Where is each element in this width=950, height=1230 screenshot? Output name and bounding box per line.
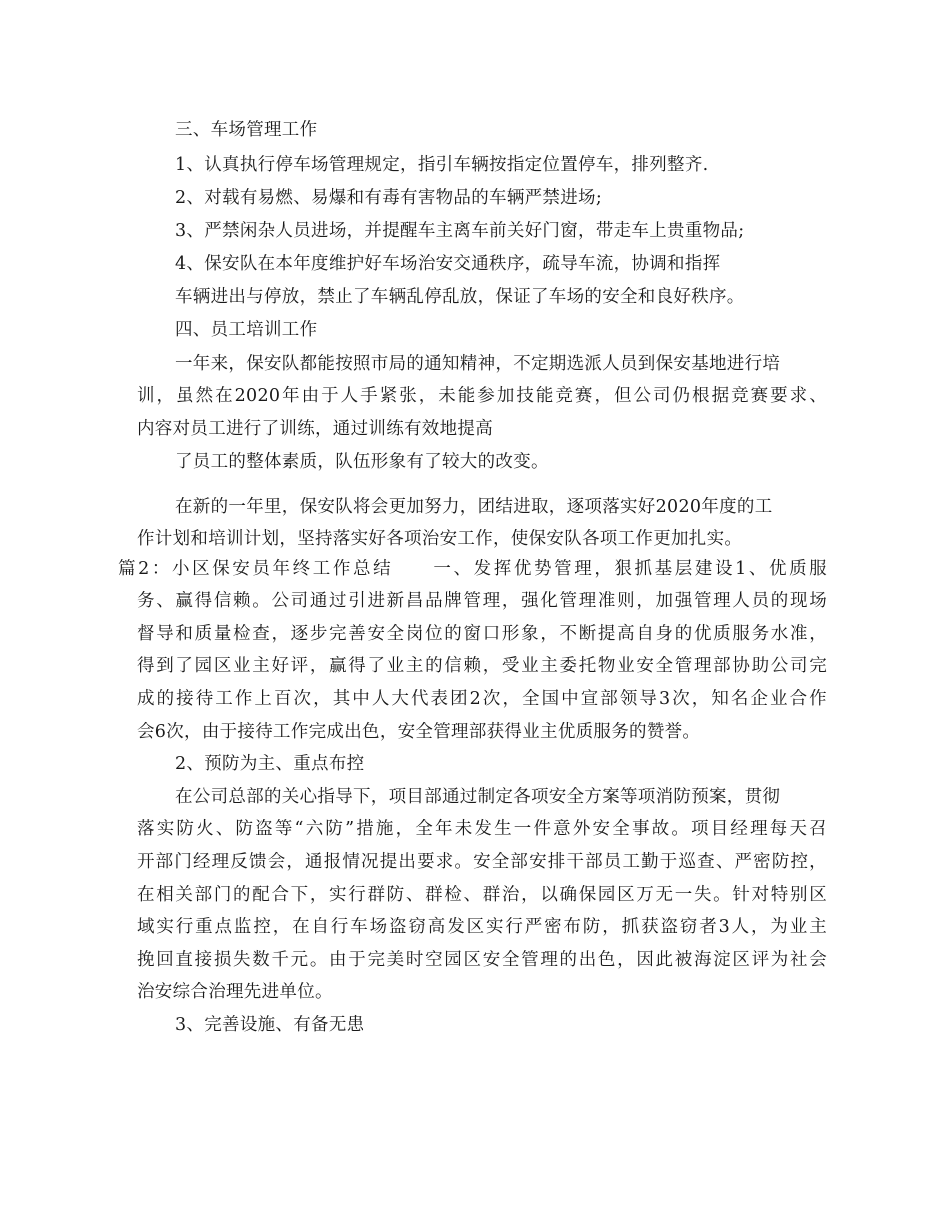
paragraph-line: 训，虽然在2020年由于人手紧张，未能参加技能竞赛，但公司仍根据竞赛要求、 xyxy=(137,386,827,406)
paragraph-line: 治安综合治理先进单位。 xyxy=(137,982,333,1002)
paragraph-line: 内容对员工进行了训练，通过训练有效地提高 xyxy=(137,419,493,439)
paragraph-line: 落实防火、防盗等“六防”措施，全年未发生一件意外安全事故。项目经理每天召 xyxy=(137,819,827,839)
paragraph-line: 开部门经理反馈会，通报情况提出要求。安全部安排干部员工勤于巡查、严密防控， xyxy=(137,852,827,872)
paragraph-line: 域实行重点监控，在自行车场盗窃高发区实行严密布防，抓获盗窃者3人，为业主 xyxy=(137,917,827,937)
paragraph-line: 作计划和培训计划，坚持落实好各项治安工作，使保安队各项工作更加扎实。 xyxy=(137,529,743,549)
section-heading-parking: 三、车场管理工作 xyxy=(175,120,318,140)
paragraph-line: 督导和质量检查，逐步完善安全岗位的窗口形象，不断提高自身的优质服务水准， xyxy=(137,624,827,644)
paragraph-line: 车辆进出与停放，禁止了车辆乱停乱放，保证了车场的安全和良好秩序。 xyxy=(175,287,745,307)
paragraph-line: 1、认真执行停车场管理规定，指引车辆按指定位置停车，排列整齐. xyxy=(175,155,709,175)
paragraph-line: 挽回直接损失数千元。由于完美时空园区安全管理的出色，因此被海淀区评为社会 xyxy=(137,950,827,970)
paragraph-line: 3、严禁闲杂人员进场，并提醒车主离车前关好门窗，带走车上贵重物品; xyxy=(175,221,745,241)
paragraph-line: 在公司总部的关心指导下，项目部通过制定各项安全方案等项消防预案，贯彻 xyxy=(175,787,781,807)
paragraph-line: 得到了园区业主好评，赢得了业主的信赖，受业主委托物业安全管理部协助公司完 xyxy=(137,656,827,676)
section-heading-training: 四、员工培训工作 xyxy=(175,320,318,340)
paragraph-line: 务、赢得信赖。公司通过引进新昌品牌管理，强化管理准则，加强管理人员的现场 xyxy=(137,591,827,611)
paragraph-line: 4、保安队在本年度维护好车场治安交通秩序，疏导车流，协调和指挥 xyxy=(175,254,721,274)
article-heading-line: 篇2：小区保安员年终工作总结 一、发挥优势管理，狠抓基层建设1、优质服 xyxy=(118,559,827,579)
paragraph-line: 一年来，保安队都能按照市局的通知精神，不定期选派人员到保安基地进行培 xyxy=(175,354,781,374)
subsection-heading: 2、预防为主、重点布控 xyxy=(175,754,365,774)
subsection-heading: 3、完善设施、有备无患 xyxy=(175,1015,365,1035)
paragraph-line: 成的接待工作上百次，其中人大代表团2次，全国中宣部领导3次，知名企业合作 xyxy=(137,689,827,709)
paragraph-line: 2、对载有易燃、易爆和有毒有害物品的车辆严禁进场; xyxy=(175,188,603,208)
paragraph-line: 在相关部门的配合下，实行群防、群检、群治，以确保园区万无一失。针对特别区 xyxy=(137,885,827,905)
paragraph-line: 在新的一年里，保安队将会更加努力，团结进取，逐项落实好2020年度的工 xyxy=(175,497,773,517)
paragraph-line: 了员工的整体素质，队伍形象有了较大的改变。 xyxy=(175,452,549,472)
paragraph-line: 会6次，由于接待工作完成出色，安全管理部获得业主优质服务的赞誉。 xyxy=(137,722,701,742)
